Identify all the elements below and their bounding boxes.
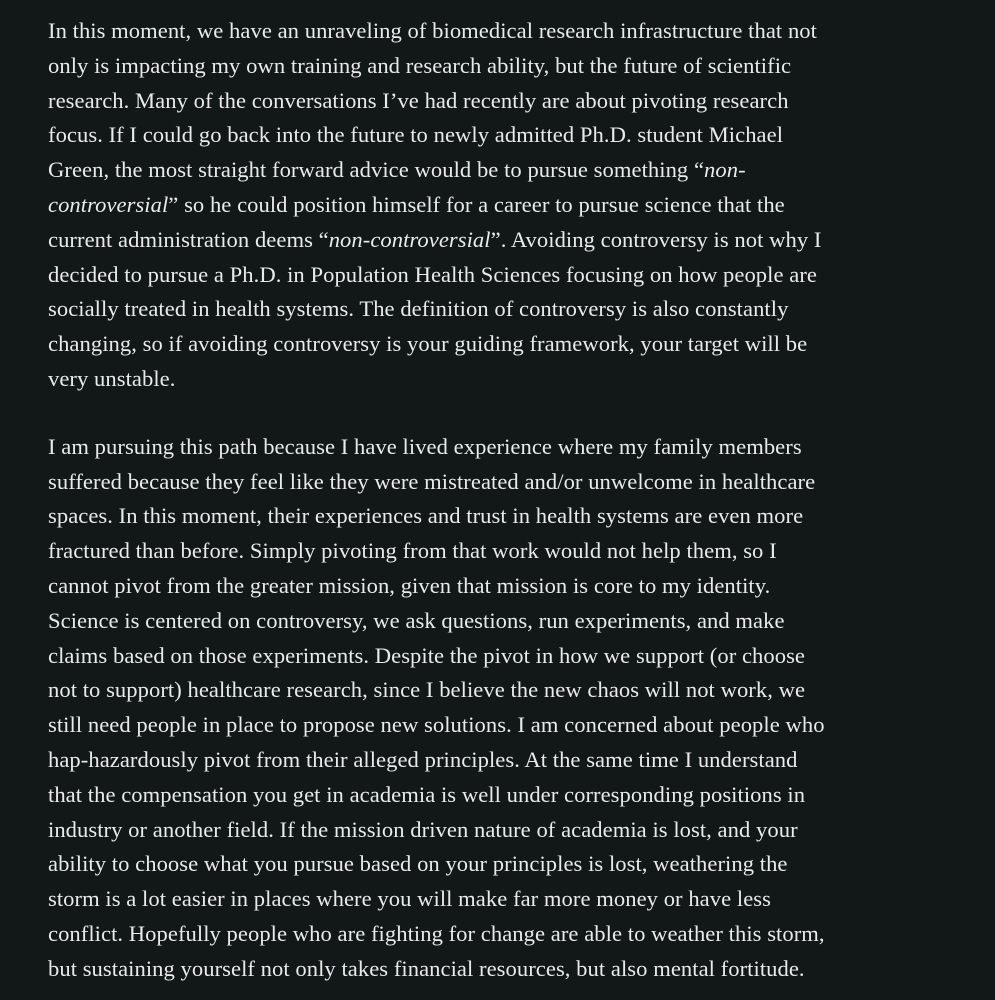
italic-term: controversial [48, 191, 169, 217]
text-run: fractured than before. Simply pivoting from that work would not help them, so I [48, 538, 777, 564]
text-run: ability to choose what you pursue based on your principles is lost, weathering the [48, 851, 788, 877]
text-line [48, 813, 953, 848]
paragraph-2 [48, 430, 953, 987]
text-line [48, 917, 953, 952]
text-line [48, 327, 953, 362]
text-run: Science is centered on controversy, we ask questions, run experiments, and make [48, 607, 785, 633]
text-line [48, 534, 953, 569]
text-run: spaces. In this moment, their experiences and trust in health systems are even more [48, 503, 804, 529]
text-line [48, 84, 953, 119]
text-line [48, 743, 953, 778]
text-run: In this moment, we have an unraveling of biomedical research infrastructure that not [48, 18, 817, 43]
italic-term: non- [704, 157, 746, 183]
paragraph-1 [48, 14, 953, 397]
text-run: current administration deems “ [48, 226, 329, 252]
text-run: I am pursuing this path because I have lived experience where my family members [48, 433, 802, 459]
text-run: conflict. Hopefully people who are fighting for change are able to weather this storm, [48, 920, 825, 946]
text-run: hap-hazardously pivot from their alleged principles. At the same time I understand [48, 746, 798, 772]
text-line [48, 569, 953, 604]
text-run: very unstable. [48, 365, 176, 391]
text-line [48, 952, 953, 987]
text-line [48, 673, 953, 708]
text-run: ” so he could position himself for a career to pursue science that the [168, 191, 785, 217]
text-line [48, 465, 953, 500]
text-run: socially treated in health systems. The definition of controversy is also constantly [48, 296, 789, 322]
text-run: decided to pursue a Ph.D. in Population Health Sciences focusing on how people are [48, 261, 817, 287]
text-line [48, 14, 953, 49]
text-run: industry or another field. If the mission driven nature of academia is lost, and your [48, 816, 798, 842]
text-line [48, 499, 953, 534]
text-line [48, 882, 953, 917]
text-line [48, 778, 953, 813]
text-line [48, 604, 953, 639]
text-run: Green, the most straight forward advice would be to pursue something “ [48, 157, 705, 183]
text-run: still need people in place to propose new solutions. I am concerned about people who [48, 712, 825, 738]
italic-term: non-controversial [328, 226, 491, 252]
text-line [48, 708, 953, 743]
text-run: changing, so if avoiding controversy is your guiding framework, your target will be [48, 331, 808, 357]
text-run: ”. Avoiding controversy is not why I [490, 226, 822, 252]
text-line [48, 118, 953, 153]
text-line [48, 258, 953, 293]
text-line [48, 639, 953, 674]
text-run: storm is a lot easier in places where you will make far more money or have less [48, 886, 771, 912]
text-run: claims based on those experiments. Despite the pivot in how we support (or choose [48, 642, 806, 668]
text-run: focus. If I could go back into the future to newly admitted Ph.D. student Michael [48, 122, 784, 148]
article-body [48, 14, 953, 987]
text-run: not to support) healthcare research, since I believe the new chaos will not work, we [48, 677, 806, 703]
text-line [48, 223, 953, 258]
text-run: but sustaining yourself not only takes financial resources, but also mental fortitude. [48, 955, 805, 981]
text-line [48, 292, 953, 327]
text-line [48, 430, 953, 465]
text-run: suffered because they feel like they were mistreated and/or unwelcome in healthcare [48, 468, 816, 494]
text-run: only is impacting my own training and research ability, but the future of scientific [48, 52, 792, 78]
text-line [48, 188, 953, 223]
text-run: research. Many of the conversations I’ve had recently are about pivoting research [48, 87, 789, 113]
text-line [48, 49, 953, 84]
text-run: cannot pivot from the greater mission, given that mission is core to my identity. [48, 572, 771, 598]
text-line [48, 847, 953, 882]
text-run: that the compensation you get in academia is well under corresponding positions in [48, 781, 806, 807]
text-line [48, 362, 953, 397]
text-line [48, 153, 953, 188]
